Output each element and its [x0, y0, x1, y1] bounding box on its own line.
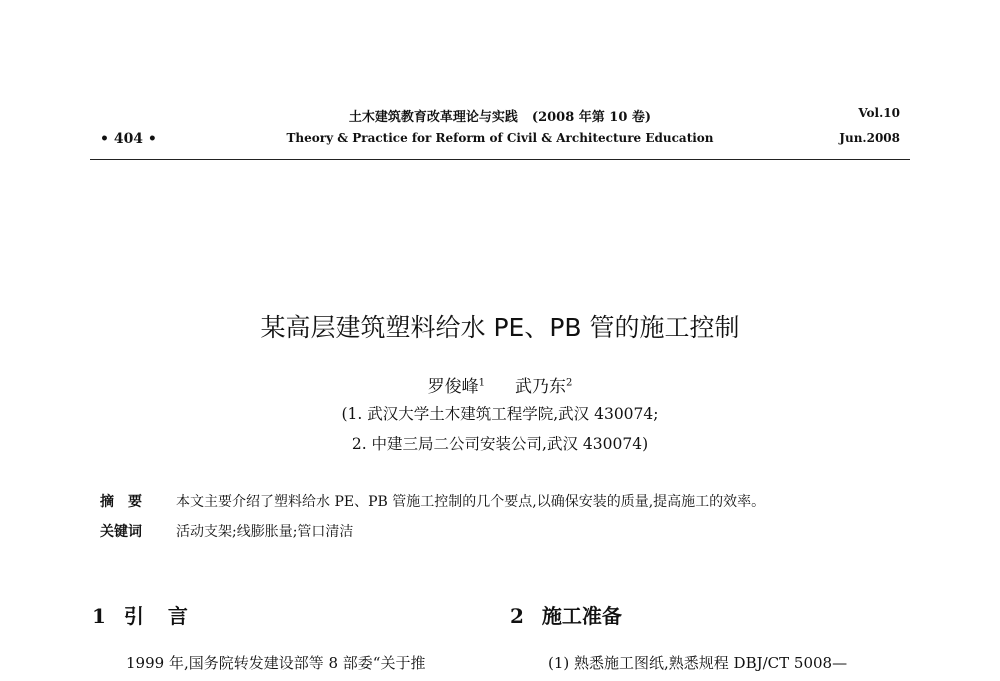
section-heading-introduction — [92, 600, 212, 629]
affiliation-1: (1. 武汉大学土木建筑工程学院,武汉 430074; — [341, 405, 659, 423]
journal-name-en: Theory & Practice for Reform of Civil & Architecture Education — [286, 131, 714, 145]
affiliation-2: 2. 中建三局二公司安装公司,武汉 430074) — [351, 435, 649, 453]
author-line — [0, 372, 1000, 397]
issue-date: Jun.2008 — [839, 131, 900, 145]
page-number: • 404 • — [100, 131, 157, 147]
article-title: 某高层建筑塑料给水 PE、PB 管的施工控制 — [260, 313, 740, 342]
journal-name-cn: 土木建筑教育改革理论与实践 — [348, 110, 518, 125]
section-number: 1 — [92, 604, 106, 628]
abstract-text: 本文主要介绍了塑料给水 PE、PB 管施工控制的几个要点,以确保安装的质量,提高施工的效率。 — [176, 494, 766, 510]
section-heading-preparation — [510, 600, 622, 629]
header-divider — [90, 159, 910, 160]
abstract — [100, 491, 765, 511]
author-affiliation-mark: 2 — [566, 377, 573, 389]
author-name: 武乃东 — [515, 377, 566, 397]
author-name: 罗俊峰 — [427, 377, 479, 397]
section-title: 引言 — [123, 604, 212, 628]
keywords-label: 关键词 — [100, 524, 142, 540]
author-affiliation-mark: 1 — [478, 377, 485, 389]
section-number: 2 — [510, 604, 524, 628]
section-title: 施工准备 — [541, 604, 622, 628]
body-text-right-column: (1) 熟悉施工图纸,熟悉规程 DBJ/CT 5008— — [548, 654, 848, 672]
volume-label: Vol.10 — [858, 106, 900, 120]
keywords-text: 活动支架;线膨胀量;管口清洁 — [176, 524, 354, 540]
running-header-chinese — [0, 106, 1000, 125]
body-text-left-column: 1999 年,国务院转发建设部等 8 部委“关于推 — [126, 654, 426, 672]
issue-info-cn: (2008 年第 10 卷) — [531, 110, 652, 125]
keywords — [100, 521, 353, 541]
abstract-label: 摘要 — [100, 494, 156, 510]
